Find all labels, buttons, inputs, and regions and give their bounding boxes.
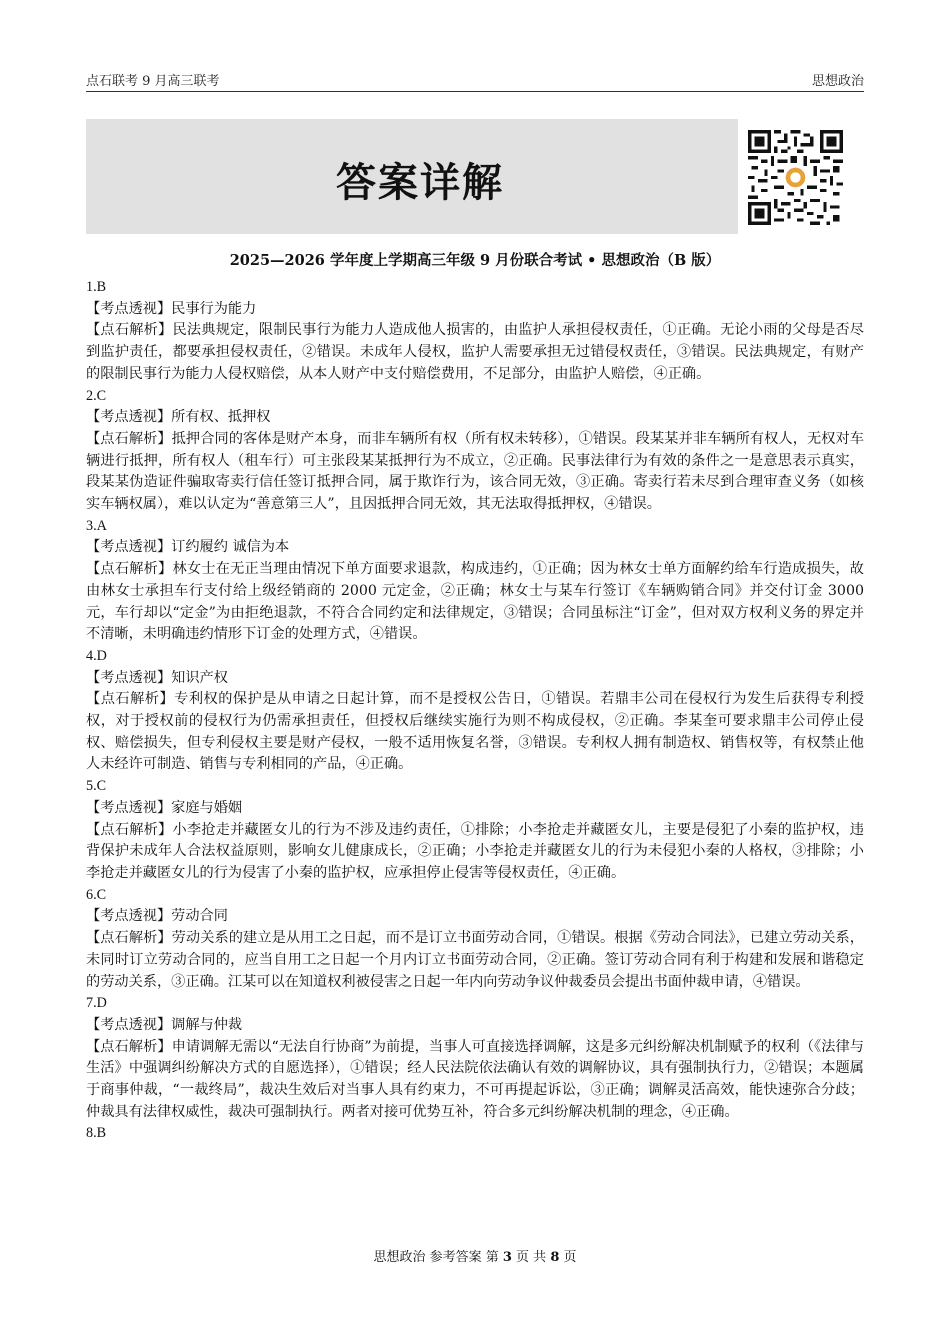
analysis-paragraph: 【点石解析】林女士在无正当理由情况下单方面要求退款，构成违约，①正确；因为林女士单方面解约给车行造成损失，故由林女士承担车行支付给上级经销商的 2000 元定金，②正确；林女士与某车行签订《车辆购销合同》并交付订金 3000 元，车行却以“定金”为由拒绝退款，不符合合同约定和法律规定，③错误；合同虽标注“订金”，但对双方权利义务的界定并不清晰，未明确违约情形下订金的处理方式，④错误。 <box>86 561 864 643</box>
question-number: 1.B <box>86 279 107 295</box>
header-exam-name: 点石联考 9 月高三联考 <box>86 74 220 89</box>
header-subject: 思想政治 <box>811 74 864 89</box>
analysis-paragraph: 【点石解析】专利权的保护是从申请之日起计算，而不是授权公告日，①错误。若鼎丰公司在侵权行为发生后获得专利授权，对于授权前的侵权行为仍需承担责任，但授权后继续实施行为则不构成侵权，②正确。李某奎可要求鼎丰公司停止侵权、赔偿损失，但专利侵权主要是财产侵权，一般不适用恢复名誉，③错误。专利权人拥有制造权、销售权等，有权禁止他人未经许可制造、销售与专利相同的产品，④正确。 <box>86 691 864 773</box>
answer-content <box>86 277 864 1145</box>
exam-subtitle: 2025—2026 学年度上学期高三年级 9 月份联合考试 • 思想政治（B 版） <box>229 252 721 269</box>
banner-title: 答案详解 <box>336 159 504 206</box>
topic-line: 【考点透视】知识产权 <box>86 669 228 686</box>
footer-total-pages: 8 <box>550 1250 560 1265</box>
qr-code-icon <box>748 129 843 226</box>
question-number: 8.B <box>86 1125 107 1142</box>
analysis-paragraph: 【点石解析】民法典规定，限制民事行为能力人造成他人损害的，由监护人承担侵权责任，①正确。无论小雨的父母是否尽到监护责任，都要承担侵权责任，②错误。未成年人侵权，监护人需要承担无过错侵权责任，③错误。民法典规定，有财产的限制民事行为能力人侵权赔偿，从本人财产中支付赔偿费用，不足部分，由监护人赔偿，④正确。 <box>86 322 864 382</box>
page-footer <box>0 1246 950 1265</box>
footer-middle: 页 共 <box>511 1250 551 1265</box>
analysis-paragraph: 【点石解析】申请调解无需以“无法自行协商”为前提，当事人可直接选择调解，这是多元纠纷解决机制赋予的权利（《法律与生活》中强调纠纷解决方式的自愿选择），①错误；经人民法院依法确认有效的调解协议，具有强制执行力，②错误；本题属于商事仲裁，“一裁终局”，裁决生效后对当事人具有约束力，不可再提起诉讼，③正确；调解灵活高效，能快速弥合分歧；仲裁具有法律权威性，裁决可强制执行。两者对接可优势互补，符合多元纠纷解决机制的理念，④正确。 <box>86 1038 864 1120</box>
question-number: 5.C <box>86 778 107 795</box>
title-banner <box>86 119 738 234</box>
analysis-paragraph: 【点石解析】抵押合同的客体是财产本身，而非车辆所有权（所有权未转移），①错误。段某某并非车辆所有权人，无权对车辆进行抵押，所有权人（租车行）可主张段某某抵押行为不成立，②正确。民事法律行为有效的条件之一是意思表示真实，段某某伪造证件骗取寄卖行信任签订抵押合同，属于欺诈行为，该合同无效，③正确。寄卖行若未尽到合理审查义务（如核实车辆权属），难以认定为“善意第三人”，且因抵押合同无效，其无法取得抵押权，④错误。 <box>86 430 864 513</box>
footer-page-number: 3 <box>502 1250 512 1265</box>
question-number: 4.D <box>86 647 107 664</box>
analysis-paragraph: 【点石解析】劳动关系的建立是从用工之日起，而不是订立书面劳动合同，①错误。根据《劳动合同法》，已建立劳动关系，未同时订立劳动合同的，应当自用工之日起一个月内订立书面劳动合同，②正确。签订劳动合同有利于构建和发展和谐稳定的劳动关系，③正确。江某可以在知道权利被侵害之日起一年内向劳动争议仲裁委员会提出书面仲裁申请，④错误。 <box>86 930 864 990</box>
topic-line: 【考点透视】所有权、抵押权 <box>86 409 271 426</box>
question-number: 2.C <box>86 387 107 404</box>
topic-line: 【考点透视】劳动合同 <box>86 908 228 925</box>
topic-line: 【考点透视】家庭与婚姻 <box>86 799 243 816</box>
footer-suffix: 页 <box>559 1250 577 1265</box>
footer-prefix: 思想政治 参考答案 第 <box>373 1250 503 1265</box>
analysis-paragraph: 【点石解析】小李抢走并藏匿女儿的行为不涉及违约责任，①排除；小李抢走并藏匿女儿，主要是侵犯了小秦的监护权，违背保护未成年人合法权益原则，影响女儿健康成长，②正确；小李抢走并藏匿女儿的行为未侵犯小秦的人格权，③排除；小李抢走并藏匿女儿的行为侵害了小秦的监护权，应承担停止侵害等侵权责任，④正确。 <box>86 821 864 881</box>
topic-line: 【考点透视】调解与仲裁 <box>86 1016 243 1033</box>
topic-line: 【考点透视】订约履约 诚信为本 <box>86 539 290 556</box>
question-number: 3.A <box>86 517 107 534</box>
header-divider <box>86 91 864 92</box>
topic-line: 【考点透视】民事行为能力 <box>86 300 257 317</box>
question-number: 6.C <box>86 886 107 903</box>
question-number: 7.D <box>86 995 107 1012</box>
